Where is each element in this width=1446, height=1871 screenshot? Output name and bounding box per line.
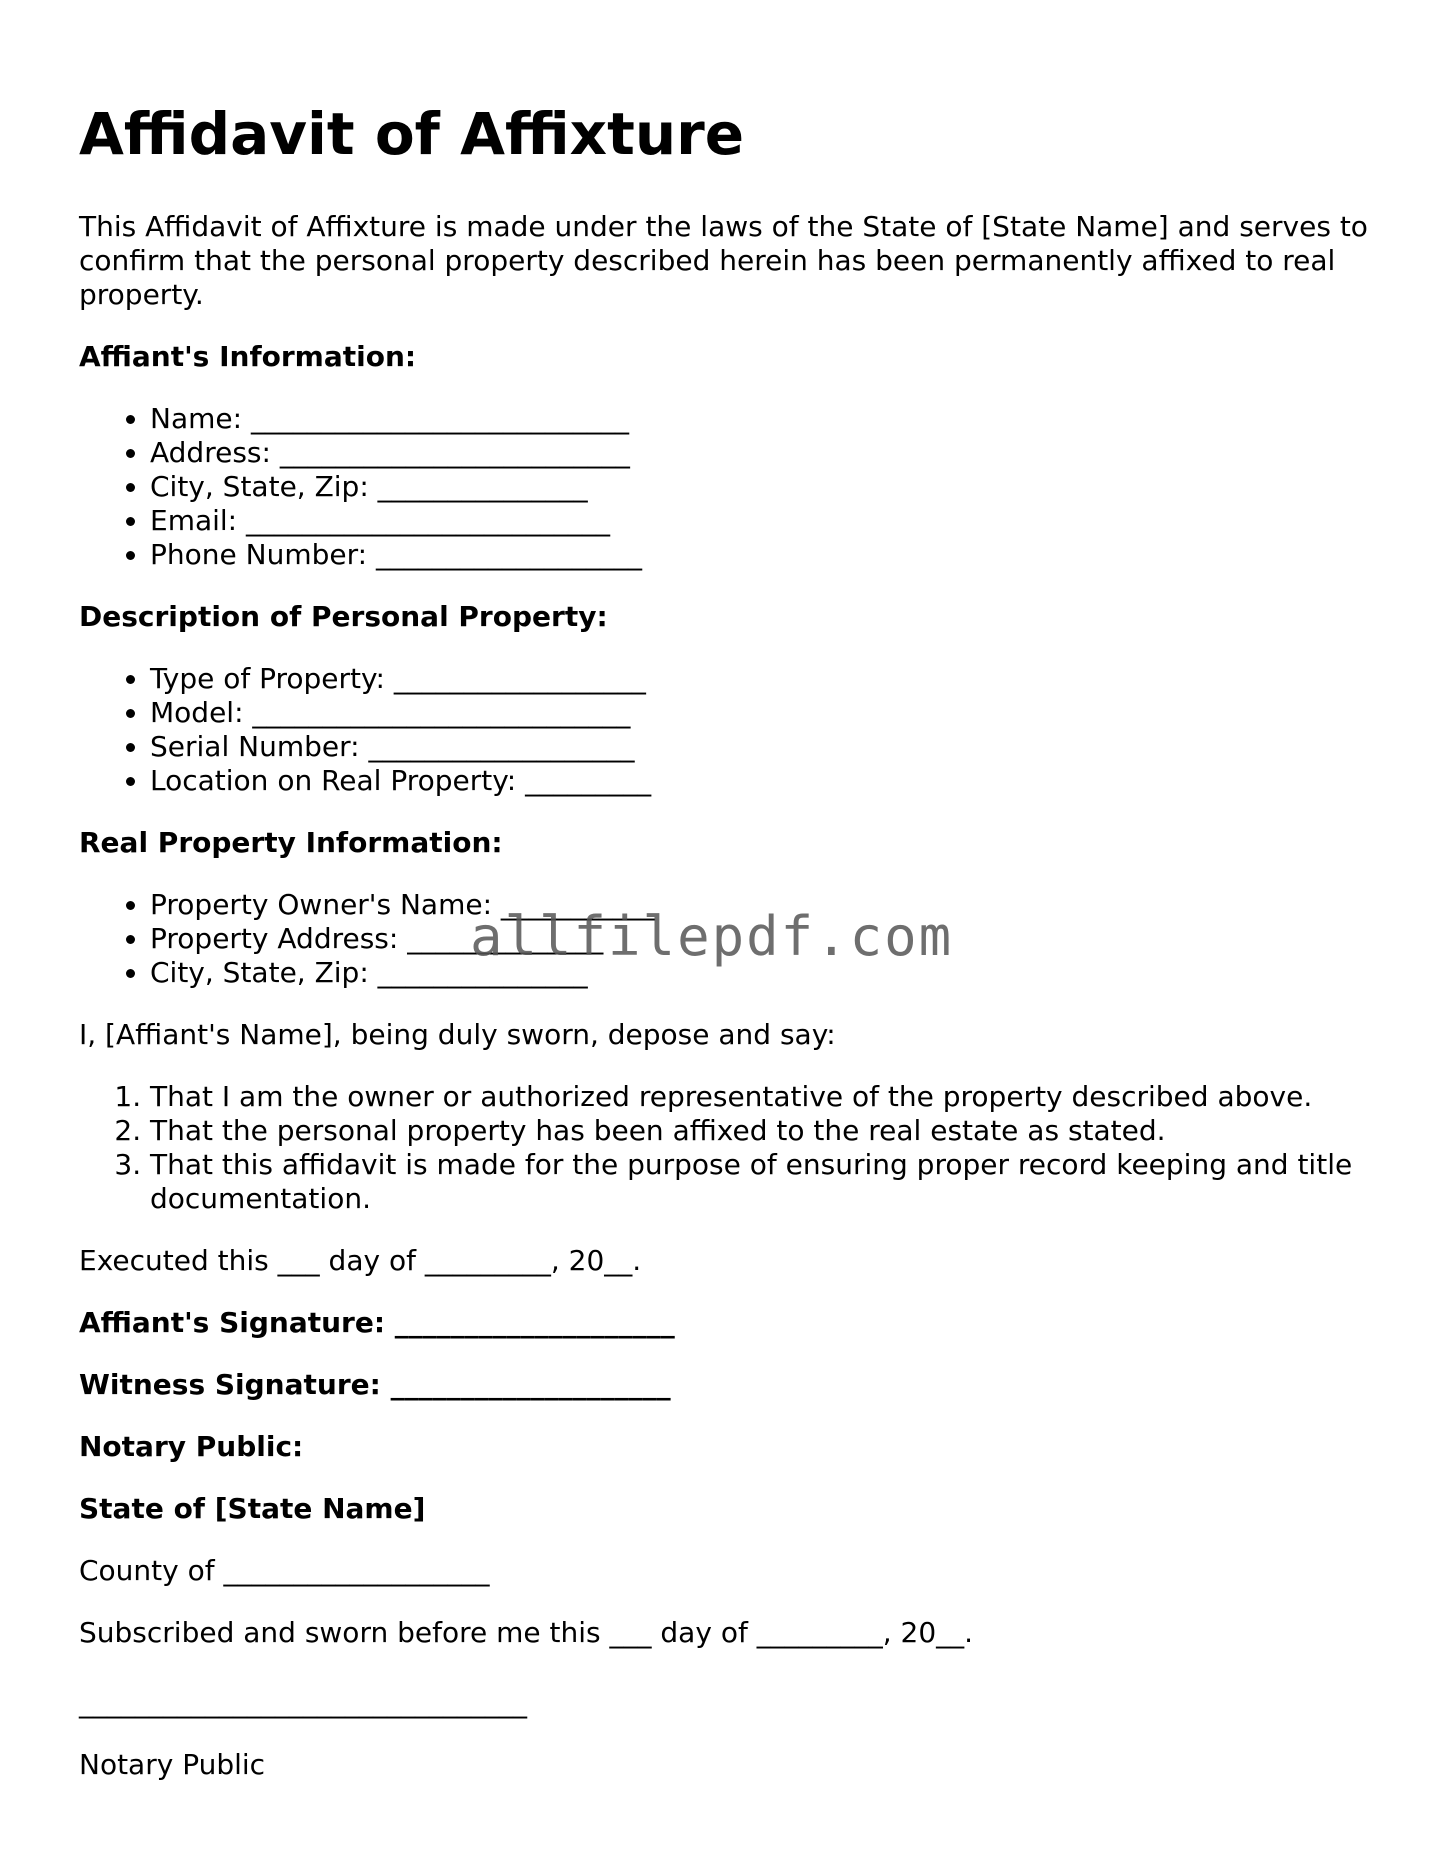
list-item: 1. That I am the owner or authorized representative of the property described above. [150, 1080, 1379, 1114]
state-line: State of [State Name] [79, 1492, 426, 1525]
notary-label: Notary Public [79, 1748, 266, 1781]
executed-line: Executed this ___ day of _________, 20__. [79, 1244, 642, 1277]
list-item: • Phone Number: ___________________ [150, 538, 1379, 572]
oath-statement: I, [Affiant's Name], being duly sworn, depose and say: [79, 1018, 836, 1051]
list-item: • Address: _________________________ [150, 436, 1379, 470]
list-item: 2. That the personal property has been affixed to the real estate as stated. [150, 1114, 1379, 1148]
subscribed-line: Subscribed and sworn before me this ___ day of _________, 20__. [79, 1616, 974, 1649]
affiant-signature-line: Affiant's Signature: ____________________ [79, 1306, 675, 1339]
sworn-statements-list [79, 1080, 1379, 1216]
list-item: • Name: ___________________________ [150, 402, 1379, 436]
list-item: 3. That this affidavit is made for the purpose of ensuring proper record keeping and title documentation. [150, 1148, 1379, 1216]
list-item: • Location on Real Property: _________ [150, 764, 1379, 798]
intro-paragraph: This Affidavit of Affixture is made under the laws of the State of [State Name] and serves to confirm that the personal property described herein has been permanently affixed to real property. [79, 210, 1368, 311]
personal-property-list [79, 662, 1379, 798]
list-item: • Email: __________________________ [150, 504, 1379, 538]
document-title: Affidavit of Affixture [79, 100, 745, 168]
personal-property-heading: Description of Personal Property: [79, 600, 608, 633]
county-line: County of ___________________ [79, 1554, 490, 1587]
watermark: allfilepdf.com [470, 905, 954, 968]
affiant-info-list [79, 402, 1379, 572]
list-item: • City, State, Zip: _______________ [150, 956, 1379, 990]
list-item: • Property Owner's Name: ___________ [150, 888, 1379, 922]
list-item: • Type of Property: __________________ [150, 662, 1379, 696]
list-item: • Model: ___________________________ [150, 696, 1379, 730]
list-item: • Property Address: ______________ [150, 922, 1379, 956]
witness-signature-line: Witness Signature: ____________________ [79, 1368, 671, 1401]
real-property-heading: Real Property Information: [79, 826, 503, 859]
list-item: • City, State, Zip: _______________ [150, 470, 1379, 504]
notary-signature-line: ________________________________ [79, 1686, 527, 1719]
notary-heading: Notary Public: [79, 1430, 304, 1463]
affiant-info-heading: Affiant's Information: [79, 340, 417, 373]
list-item: • Serial Number: ___________________ [150, 730, 1379, 764]
